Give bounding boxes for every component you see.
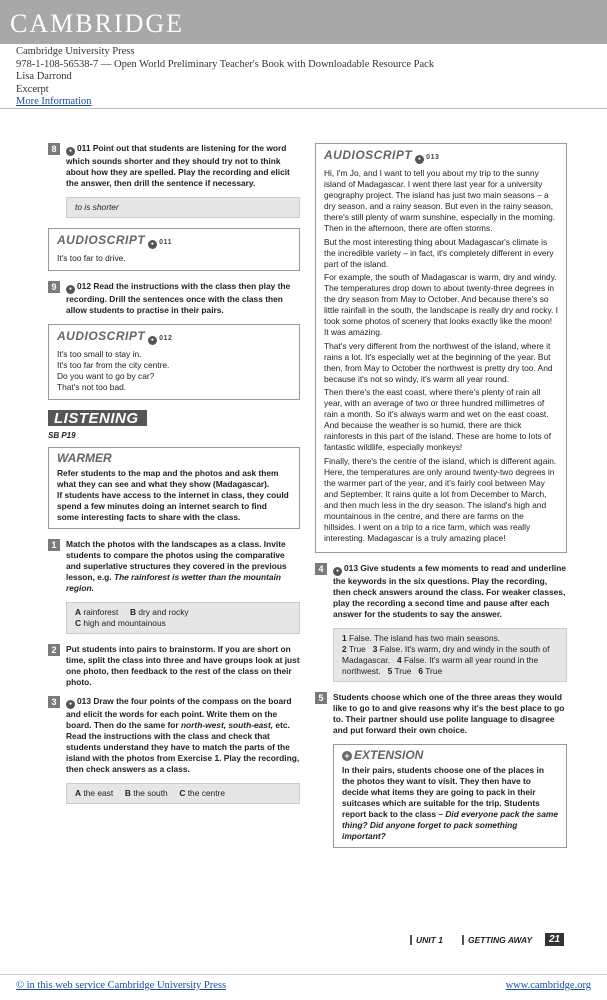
extension-box bbox=[333, 744, 567, 848]
audioscript-line: It's too far to drive. bbox=[57, 253, 126, 263]
step-5 bbox=[315, 692, 567, 736]
listening-section-header bbox=[48, 410, 300, 426]
cambridge-site-link[interactable]: www.cambridge.org bbox=[505, 980, 591, 991]
step-number: 3 bbox=[48, 696, 60, 708]
more-information-link[interactable]: More Information bbox=[16, 96, 92, 107]
step-text: Point out that students are listening for the word which sounds shorter and they should try not to think about how they are spelled. Play the recording and elicit the answer, then drill the sentence if necessary. bbox=[66, 143, 290, 188]
step-number: 4 bbox=[315, 563, 327, 575]
answer-box: 1 False. The island has two main seasons. 2 True 3 False. It's warm, dry and windy in the south of Madagascar. 4 False. It's warm all year round in the northwest. 5 True 6 True bbox=[333, 628, 567, 682]
warmer-text-2: If students have access to the internet in class, they could spend a few minutes doing an internet search to find some interesting facts to share with the class. bbox=[57, 490, 289, 522]
copyright-link[interactable]: © in this web service Cambridge University Press bbox=[16, 980, 227, 991]
answer-text: to is shorter bbox=[75, 202, 119, 212]
extension-question: Did everyone pack the same thing? Did anyone forget to pack something important? bbox=[342, 809, 558, 841]
audio-cd-icon: ● bbox=[333, 567, 342, 576]
right-column bbox=[315, 143, 567, 848]
isbn-title: 978-1-108-56538-7 — Open World Preliminary Teacher's Book with Downloadable Resource Pack bbox=[16, 58, 435, 70]
cambridge-logo: CAMBRIDGE bbox=[10, 9, 185, 38]
step-2 bbox=[48, 644, 300, 688]
step-number: 8 bbox=[48, 143, 60, 155]
unit-label: UNIT 1 bbox=[410, 935, 443, 945]
page-number: 21 bbox=[545, 933, 564, 946]
audioscript-title: AUDIOSCRIPT ● 013 bbox=[324, 148, 440, 162]
audioscript-paragraph: Finally, there's the centre of the island, which is different again. Here, the temperatures are only around twenty-two degrees in the warmer part of the year, and it's fairly cool between May and September. It rains quite a lot from December to March, and then much less in the dry season. The island's high and mountainous in the centre, and there are farms on the hillsides. I went on a trip to a rice farm, which was really interesting. Madagascar is a truly amazing place! bbox=[324, 455, 557, 543]
audioscript-012 bbox=[48, 324, 300, 400]
header-banner bbox=[0, 0, 607, 44]
answer-box bbox=[66, 197, 300, 218]
step-number: 9 bbox=[48, 281, 60, 293]
step-text: Students choose which one of the three areas they would like to go to and give reasons why it's the best place to go to. Their partner should use polite language to disagree and put forward their own choice. bbox=[333, 692, 565, 735]
audioscript-paragraph: That's very different from the northwest of the island, where it rains a lot. It's especially wet at the beginning of the year. But then, from May to October the northwest is pretty dry too. And because it's not so windy, it's warm all year round. bbox=[324, 340, 553, 384]
audioscript-title: AUDIOSCRIPT ● 012 bbox=[57, 329, 173, 343]
unit-title: GETTING AWAY bbox=[462, 935, 532, 945]
audioscript-paragraph: Hi, I'm Jo, and I want to tell you about my trip to the sunny island of Madagascar. I went there last year for a university geography project. The island has just two main seasons – a dry season, and a rainy season. But even in the rainy season, there's still plenty of warm sunshine, especially in the morning. Then in the afternoon, there are often storms. bbox=[324, 168, 556, 233]
audio-cd-icon: ● bbox=[66, 285, 75, 294]
book-meta bbox=[16, 46, 434, 109]
audio-cd-icon: ● bbox=[415, 155, 424, 164]
extension-text: In their pairs, students choose one of the places in the photos they want to visit. They then have to decide what items they are going to pack in their suitcases which are suitable for the trip. Students report back to the class – bbox=[342, 765, 544, 819]
excerpt-label: Excerpt bbox=[16, 83, 49, 95]
audio-cd-icon: ● bbox=[148, 240, 157, 249]
audio-cd-icon: ● bbox=[148, 336, 157, 345]
step-text: Read the instructions with the class then play the recording. Drill the sentences once with the class then allow students to practise in their pairs. bbox=[66, 281, 291, 315]
step-number: 5 bbox=[315, 692, 327, 704]
warmer-box bbox=[48, 447, 300, 529]
track-number: 012 bbox=[159, 335, 173, 342]
audioscript-paragraph: But the most interesting thing about Madagascar's climate is the incredible variety – in fact, it's completely different in every part of the island. bbox=[324, 236, 554, 269]
step-8 bbox=[48, 143, 300, 189]
track-number: 013 bbox=[426, 154, 440, 161]
audioscript-011 bbox=[48, 228, 300, 271]
track-number: 013 bbox=[344, 563, 358, 573]
footer-divider bbox=[0, 974, 607, 975]
warmer-title: WARMER bbox=[57, 451, 112, 465]
track-number: 012 bbox=[77, 281, 91, 291]
step-text: Give students a few moments to read and underline the keywords in the six questions. Play the recording, then check answers around the class. For weaker classes, play the recording a second time and pause after each answer for the students to say the answer. bbox=[333, 563, 567, 619]
step-text: Draw the four points of the compass on the board and elicit the words for each point. Write them on the board. Then do the same for bbox=[66, 696, 292, 730]
step-emphasis: north-west, south-east, bbox=[180, 720, 274, 730]
left-column bbox=[48, 143, 300, 814]
step-9 bbox=[48, 281, 300, 316]
step-example: The rainforest is wetter than the mountain region. bbox=[66, 572, 282, 593]
step-text: Put students into pairs to brainstorm. If you are short on time, split the class into three and have groups look at just one photo, then feedback to the rest of the class on their photo. bbox=[66, 644, 300, 687]
audioscript-013 bbox=[315, 143, 567, 553]
audioscript-paragraph: Then there's the east coast, where there's plenty of rain all year, with an average of two or three hundred millimetres of rain a month. So it's always warm and wet on the east coast. And because the weather is so humid, there are thick rainforests in this part of the island. These are home to lots of fantastic wildlife, especially monkeys! bbox=[324, 387, 552, 452]
audioscript-line: It's too far from the city centre. bbox=[57, 360, 170, 370]
listening-heading: LISTENING bbox=[48, 410, 147, 426]
track-number: 011 bbox=[77, 143, 91, 153]
step-number: 2 bbox=[48, 644, 60, 656]
audio-cd-icon: ● bbox=[66, 147, 75, 156]
author: Lisa Darrond bbox=[16, 71, 72, 82]
step-text-cont: etc. Read the instructions with the class and check that students understand they have to match the parts of the island with the photos from Exercise 1. Play the recording, then check answers as a class. bbox=[66, 720, 300, 774]
step-4 bbox=[315, 563, 567, 620]
page-footer bbox=[410, 933, 570, 947]
audioscript-title: AUDIOSCRIPT ● 011 bbox=[57, 233, 172, 247]
warmer-text-1: Refer students to the map and the photos and ask them what they can see and what they show (Madagascar). bbox=[57, 468, 279, 489]
audio-cd-icon: ● bbox=[66, 700, 75, 709]
step-3 bbox=[48, 696, 300, 775]
step-1 bbox=[48, 539, 300, 594]
step-number: 1 bbox=[48, 539, 60, 551]
extension-title: + EXTENSION bbox=[342, 750, 558, 761]
plus-icon: + bbox=[342, 751, 352, 761]
publisher: Cambridge University Press bbox=[16, 46, 135, 57]
answer-box: A rainforest B dry and rocky C high and mountainous bbox=[66, 602, 300, 634]
audioscript-line: It's too small to stay in. bbox=[57, 349, 142, 359]
audioscript-line: That's not too bad. bbox=[57, 382, 127, 392]
audioscript-line: Do you want to go by car? bbox=[57, 371, 155, 381]
student-book-page: SB P19 bbox=[48, 431, 76, 440]
track-number: 013 bbox=[77, 696, 91, 706]
audioscript-paragraph: For example, the south of Madagascar is warm, dry and windy. The temperatures drop down to about twenty-three degrees in the dry season from May to October. And because there's so little rainfall in the south, the landscape is really dry and rocky. I took some photos of scenery that looks exactly like the moon! It was amazing. bbox=[324, 272, 558, 337]
header-divider bbox=[0, 108, 607, 109]
answer-box: A the east B the south C the centre bbox=[66, 783, 300, 804]
step-text: Match the photos with the landscapes as a class. Invite students to compare the photos using the comparative and superlative structures they covered in the previous lesson, e.g. bbox=[66, 539, 287, 582]
track-number: 011 bbox=[159, 239, 172, 246]
